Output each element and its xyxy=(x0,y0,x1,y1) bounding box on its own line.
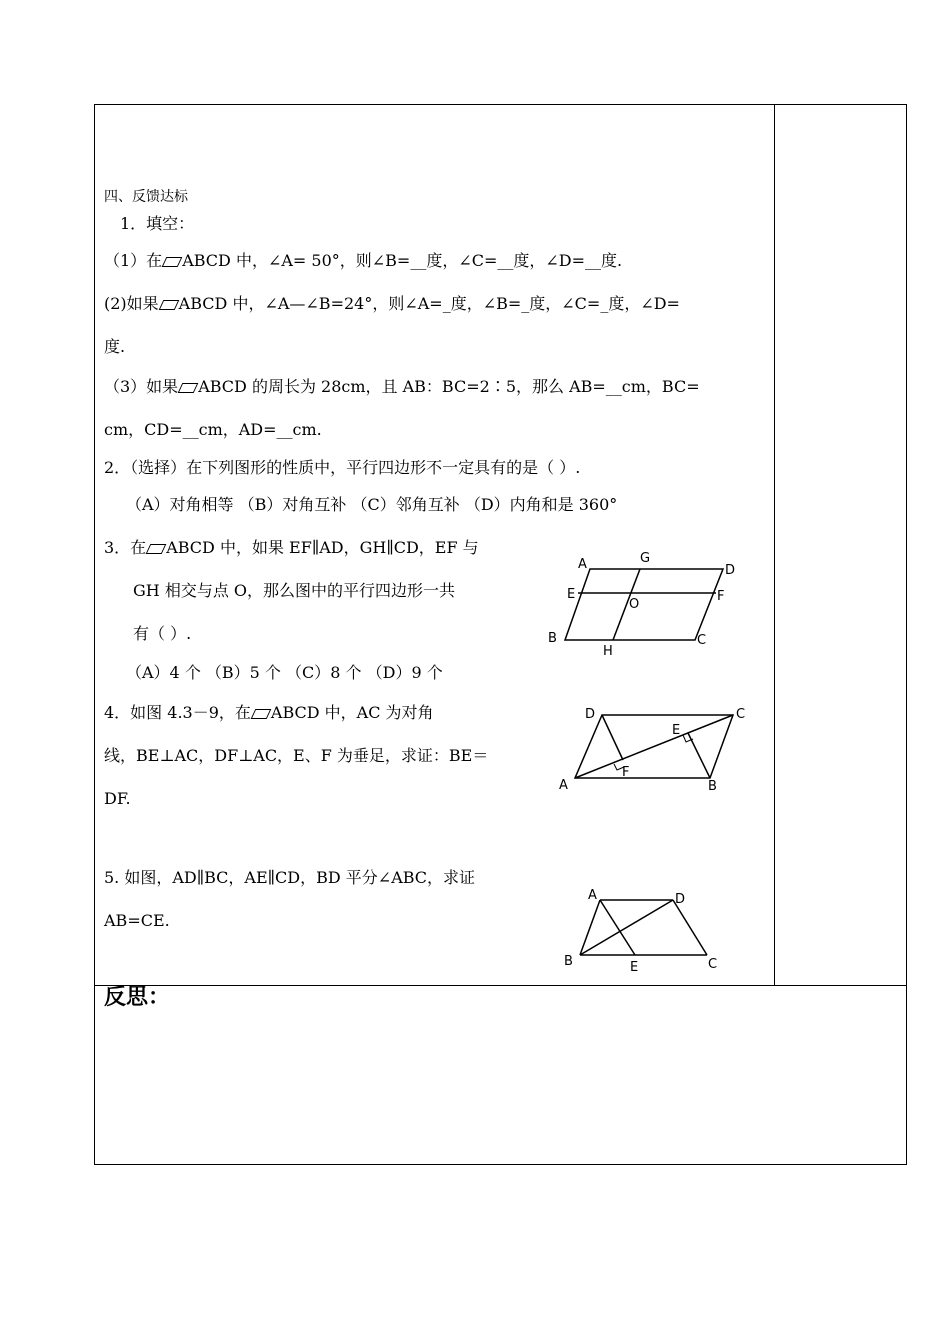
q1-part3-text: ABCD 的周长为 28cm，且 AB：BC=2∶5，那么 AB=__cm，BC= xyxy=(198,377,700,396)
parallelogram-symbol-icon xyxy=(146,544,167,554)
q3-line2: GH 相交与点 O，那么图中的平行四边形一共 xyxy=(133,581,456,600)
q5-line-dc xyxy=(673,900,707,955)
q3-text: ABCD 中，如果 EF∥AD，GH∥CD，EF 与 xyxy=(166,538,479,557)
label-c: C xyxy=(697,633,707,648)
label-b: B xyxy=(564,954,573,969)
q3-line3: 有（ ）. xyxy=(133,624,192,643)
row-divider xyxy=(95,985,906,986)
label-b: B xyxy=(708,779,717,794)
label-g: G xyxy=(640,551,651,566)
q5-question: 5. 如图，AD∥BC，AE∥CD，BD 平分∠ABC，求证 xyxy=(104,868,476,887)
label-b: B xyxy=(548,631,557,646)
q3-prefix: 3．在 xyxy=(104,538,147,557)
q1-part1-text: ABCD 中，∠A= 50°，则∠B=__度，∠C=__度，∠D=__度. xyxy=(182,251,623,270)
q3-parallelogram-figure xyxy=(545,550,745,660)
label-e: E xyxy=(672,723,681,738)
parallelogram-symbol-icon xyxy=(178,383,199,393)
q5-line-ab xyxy=(580,900,600,955)
label-e: E xyxy=(630,960,639,975)
q5-line2: AB=CE. xyxy=(104,911,170,930)
reflection-label: 反思： xyxy=(104,985,171,1010)
q2-question: 2．（选择）在下列图形的性质中，平行四边形不一定具有的是（ ）. xyxy=(104,458,581,477)
q4-question xyxy=(104,703,434,723)
q4-parallelogram-figure xyxy=(555,700,755,800)
q3-outer-parallelogram xyxy=(565,569,723,640)
label-d: D xyxy=(585,707,596,722)
q3-question xyxy=(104,538,479,558)
parallelogram-symbol-icon xyxy=(251,709,272,719)
q3-options: （A）4 个 （B）5 个 （C）8 个 （D）9 个 xyxy=(126,663,443,682)
q1-part2-cont: 度. xyxy=(104,337,126,356)
q1-part3-cont: cm，CD=__cm，AD=__cm. xyxy=(104,420,322,439)
label-e: E xyxy=(567,587,576,602)
label-a: A xyxy=(588,888,597,903)
q4-prefix: 4．如图 4.3－9，在 xyxy=(104,703,251,722)
q1-part3 xyxy=(104,377,700,397)
q1-part2-prefix: (2)如果 xyxy=(104,294,159,313)
q1-title: 1．填空： xyxy=(120,214,195,233)
label-c: C xyxy=(708,957,718,972)
q1-part1 xyxy=(104,251,622,271)
q4-line3: DF. xyxy=(104,789,131,808)
section-title: 四、反馈达标 xyxy=(104,189,188,205)
label-a: A xyxy=(559,778,568,793)
q5-line-bd xyxy=(580,900,673,955)
q5-line-ae xyxy=(600,900,635,955)
label-o: O xyxy=(629,597,640,612)
q5-figure xyxy=(560,885,730,980)
column-divider xyxy=(774,105,775,985)
q4-line2: 线，BE⊥AC，DF⊥AC，E、F 为垂足，求证：BE＝ xyxy=(104,746,489,765)
label-d: D xyxy=(725,563,736,578)
q1-part2-text: ABCD 中，∠A—∠B=24°，则∠A=_度，∠B=_度，∠C=_度，∠D= xyxy=(178,294,680,313)
parallelogram-symbol-icon xyxy=(158,300,179,310)
q1-part2 xyxy=(104,294,680,314)
q1-part3-prefix: （3）如果 xyxy=(104,377,179,396)
q1-part1-prefix: （1）在 xyxy=(104,251,163,270)
q4-line-df xyxy=(602,715,623,760)
q4-text: ABCD 中，AC 为对角 xyxy=(270,703,434,722)
label-h: H xyxy=(603,644,613,659)
label-f: F xyxy=(622,765,630,780)
q2-options: （A）对角相等 （B）对角互补 （C）邻角互补 （D）内角和是 360° xyxy=(126,495,618,514)
parallelogram-symbol-icon xyxy=(162,257,183,267)
label-c: C xyxy=(736,707,746,722)
label-d: D xyxy=(675,892,686,907)
label-a: A xyxy=(578,557,587,572)
label-f: F xyxy=(717,589,725,604)
